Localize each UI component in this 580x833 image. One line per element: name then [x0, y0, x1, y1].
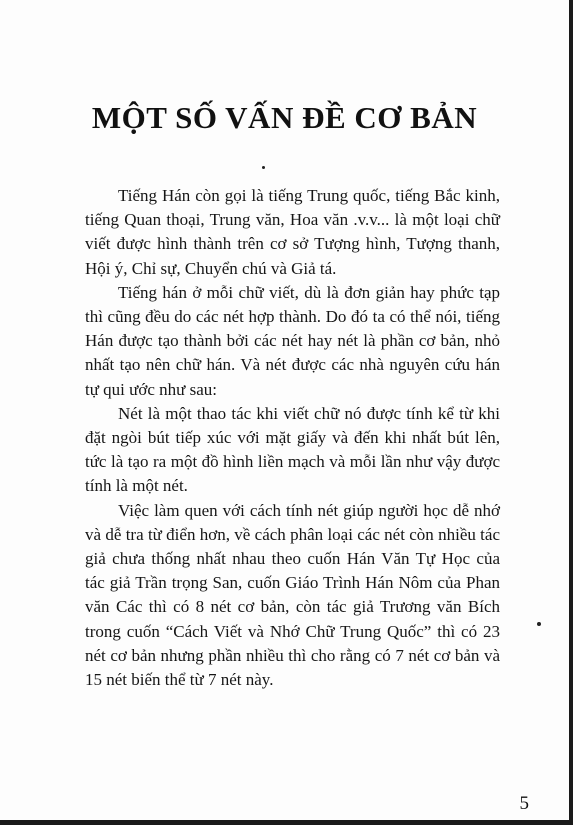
body-text — [85, 184, 500, 692]
page-number: 5 — [519, 793, 529, 814]
scan-speck — [537, 622, 541, 626]
paragraph-4: Việc làm quen với cách tính nét giúp người học dễ nhớ và dễ tra từ điển hơn, về cách phân loại các nét còn nhiều tác giả chưa thống nhất nhau theo cuốn Hán Văn Tự Học của tác giả Trần trọng San, cuốn Giáo Trình Hán Nôm của Phan văn Các thì có 8 nét cơ bản, còn tác giả Trương văn Bích trong cuốn “Cách Viết và Nhớ Chữ Trung Quốc” thì có 23 nét cơ bản nhưng phần nhiều thì cho rằng có 7 nét cơ bản và 15 nét biến thể từ 7 nét này. — [85, 500, 500, 690]
paragraph-3: Nét là một thao tác khi viết chữ nó được tính kể từ khi đặt ngòi bút tiếp xúc với mặt giấy và đến khi nhất bút lên, tức là tạo ra một đồ hình liền mạch và mỗi lần như vậy được tính là một nét. — [85, 403, 500, 496]
paragraph-2: Tiếng hán ở mỗi chữ viết, dù là đơn giản hay phức tạp thì cũng đều do các nét hợp thành. Do đó ta có thể nói, tiếng Hán được tạo thành bởi các nét hay nét là phần cơ bản, nhỏ nhất tạo nên chữ hán. Và nét được các nhà nguyên cứu hán tự qui ước như sau: — [85, 282, 500, 399]
paragraph-1: Tiếng Hán còn gọi là tiếng Trung quốc, tiếng Bắc kinh, tiếng Quan thoại, Trung văn, Hoa văn .v.v... là một loại chữ viết được hình thành trên cơ sở Tượng hình, Tượng thanh, Hội ý, Chỉ sự, Chuyển chú và Giả tá. — [85, 186, 500, 278]
chapter-title: MỘT SỐ VẤN ĐỀ CƠ BẢN — [91, 100, 478, 135]
scan-speck — [262, 166, 265, 169]
